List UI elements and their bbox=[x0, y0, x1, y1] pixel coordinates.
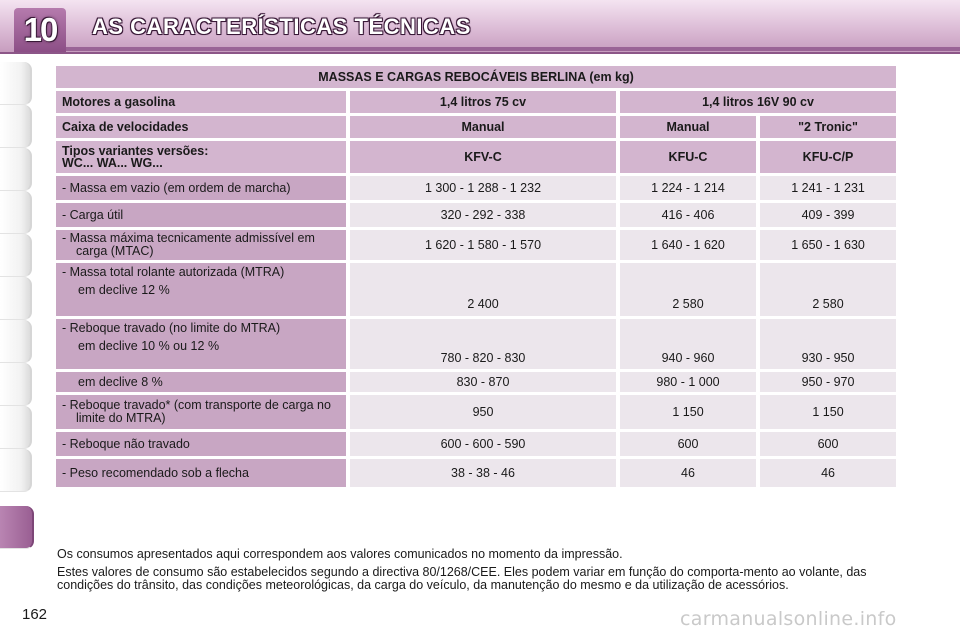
chapter-tab-1[interactable] bbox=[0, 62, 32, 105]
header-divider bbox=[60, 47, 960, 51]
row-label: - Reboque travado (no limite do MTRA) em declive 10 % ou 12 % bbox=[56, 319, 346, 369]
engine-row bbox=[56, 91, 896, 113]
row-label: - Peso recomendado sob a flecha bbox=[56, 459, 346, 487]
page-title: AS CARACTERÍSTICAS TÉCNICAS bbox=[92, 14, 471, 39]
row-value-3: 1 241 - 1 231 bbox=[760, 176, 896, 200]
row-label: - Massa máxima tecnicamente admissível em carga (MTAC) bbox=[56, 230, 346, 260]
row-value-1: 1 620 - 1 580 - 1 570 bbox=[350, 230, 616, 260]
row-value-3: 2 580 bbox=[760, 263, 896, 316]
chapter-tab-strip bbox=[0, 62, 40, 582]
row-value-1: 1 300 - 1 288 - 1 232 bbox=[350, 176, 616, 200]
table-row bbox=[56, 395, 896, 429]
table-title-row bbox=[56, 66, 896, 88]
row-value-1: 950 bbox=[350, 395, 616, 429]
chapter-tab-7[interactable] bbox=[0, 320, 32, 363]
row-value-2: 1 224 - 1 214 bbox=[620, 176, 756, 200]
table-title: MASSAS E CARGAS REBOCÁVEIS BERLINA (em kg) bbox=[56, 66, 896, 88]
row-value-2: 600 bbox=[620, 432, 756, 456]
gearbox-label: Caixa de velocidades bbox=[56, 116, 346, 138]
chapter-tab-4[interactable] bbox=[0, 191, 32, 234]
row-value-1: 2 400 bbox=[350, 263, 616, 316]
chapter-tab-2[interactable] bbox=[0, 105, 32, 148]
consumption-notes bbox=[57, 548, 905, 597]
gearbox-1: Manual bbox=[350, 116, 616, 138]
variants-label-line2: WC... WA... WG... bbox=[62, 156, 163, 170]
chapter-tab-9[interactable] bbox=[0, 406, 32, 449]
row-label: - Carga útil bbox=[56, 203, 346, 227]
row-value-2: 46 bbox=[620, 459, 756, 487]
table-row bbox=[56, 230, 896, 260]
table-row bbox=[56, 203, 896, 227]
row-value-3: 46 bbox=[760, 459, 896, 487]
row-value-3: 409 - 399 bbox=[760, 203, 896, 227]
chapter-tab-6[interactable] bbox=[0, 277, 32, 320]
notes-paragraph-2: Estes valores de consumo são estabelecidos segundo a directiva 80/1268/CEE. Eles podem variar em função do comporta-mento ao volante, das condições do trânsito, das condições meteorológicas, da carga do veículo, da manutenção do mesmo e da utilização de acessórios. bbox=[57, 565, 867, 592]
variant-3: KFU-C/P bbox=[760, 141, 896, 173]
row-value-2: 416 - 406 bbox=[620, 203, 756, 227]
row-label: - Massa em vazio (em ordem de marcha) bbox=[56, 176, 346, 200]
row-value-2: 1 150 bbox=[620, 395, 756, 429]
table-row bbox=[56, 459, 896, 487]
row-value-3: 1 150 bbox=[760, 395, 896, 429]
variants-row bbox=[56, 141, 896, 173]
row-label: - Reboque travado* (com transporte de carga no limite do MTRA) bbox=[56, 395, 346, 429]
row-value-3: 1 650 - 1 630 bbox=[760, 230, 896, 260]
gearbox-2: Manual bbox=[620, 116, 756, 138]
chapter-tab-3[interactable] bbox=[0, 148, 32, 191]
table-row bbox=[56, 263, 896, 316]
chapter-tab-10[interactable] bbox=[0, 449, 32, 492]
engine-label: Motores a gasolina bbox=[56, 91, 346, 113]
variant-1: KFV-C bbox=[350, 141, 616, 173]
table-row bbox=[56, 176, 896, 200]
engine-1: 1,4 litros 75 cv bbox=[350, 91, 616, 113]
gearbox-3: "2 Tronic" bbox=[760, 116, 896, 138]
gearbox-row bbox=[56, 116, 896, 138]
table-row bbox=[56, 319, 896, 369]
row-value-3: 930 - 950 bbox=[760, 319, 896, 369]
variants-label bbox=[56, 141, 346, 173]
masses-table bbox=[52, 63, 900, 490]
table-row bbox=[56, 432, 896, 456]
row-value-3: 600 bbox=[760, 432, 896, 456]
row-value-2: 2 580 bbox=[620, 263, 756, 316]
row-value-2: 940 - 960 bbox=[620, 319, 756, 369]
row-value-1: 320 - 292 - 338 bbox=[350, 203, 616, 227]
row-value-3: 950 - 970 bbox=[760, 372, 896, 392]
row-value-1: 38 - 38 - 46 bbox=[350, 459, 616, 487]
row-value-1: 780 - 820 - 830 bbox=[350, 319, 616, 369]
variants-label-line1: Tipos variantes versões: bbox=[62, 144, 209, 158]
engine-2: 1,4 litros 16V 90 cv bbox=[620, 91, 896, 113]
chapter-tab-11-active[interactable] bbox=[0, 506, 34, 549]
chapter-tab-5[interactable] bbox=[0, 234, 32, 277]
variant-2: KFU-C bbox=[620, 141, 756, 173]
row-label: - Reboque não travado bbox=[56, 432, 346, 456]
row-value-2: 1 640 - 1 620 bbox=[620, 230, 756, 260]
table-row bbox=[56, 372, 896, 392]
row-value-2: 980 - 1 000 bbox=[620, 372, 756, 392]
notes-paragraph-1: Os consumos apresentados aqui correspondem aos valores comunicados no momento da impressão. bbox=[57, 547, 623, 561]
row-label: em declive 8 % bbox=[56, 372, 346, 392]
page-number: 162 bbox=[22, 606, 48, 623]
watermark: carmanualsonline.info bbox=[680, 608, 897, 630]
row-label: - Massa total rolante autorizada (MTRA) em declive 12 % bbox=[56, 263, 346, 316]
chapter-tab-8[interactable] bbox=[0, 363, 32, 406]
chapter-badge: 10 bbox=[14, 8, 66, 52]
row-value-1: 830 - 870 bbox=[350, 372, 616, 392]
row-value-1: 600 - 600 - 590 bbox=[350, 432, 616, 456]
